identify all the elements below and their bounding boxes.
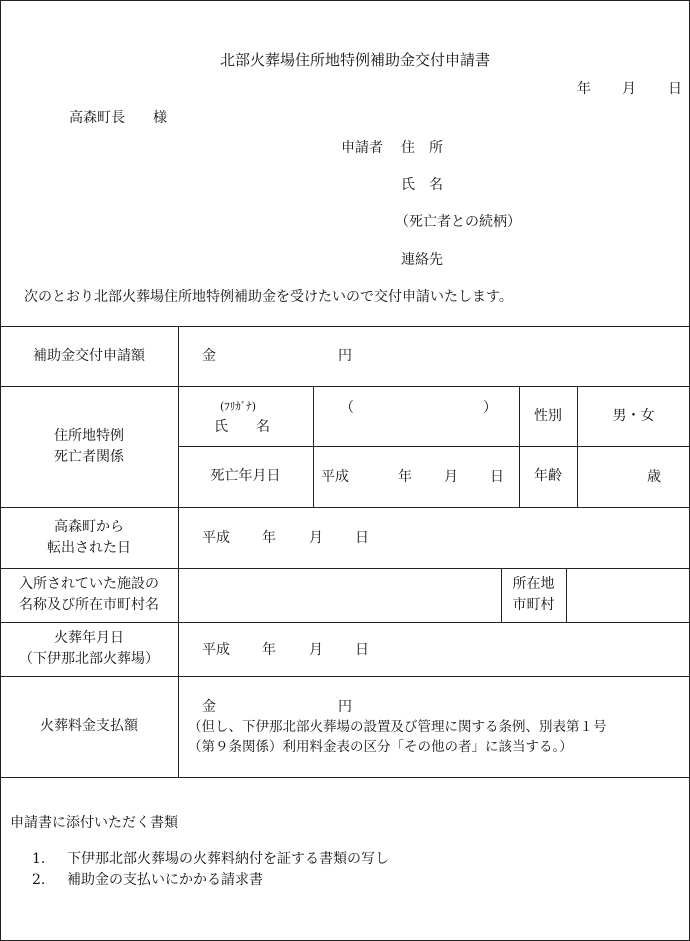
attachment-item: 下伊那北部火葬場の火葬料納付を証する書類の写し [67, 851, 389, 867]
cremation-label [0, 622, 178, 676]
addressee: 高森町長 様 [69, 110, 167, 126]
deceased-label [0, 386, 178, 507]
amount-kin: 金 [202, 348, 216, 364]
fee-kin: 金 [202, 699, 216, 715]
contact-label: 連絡先 [401, 252, 443, 268]
cremation-label-line: （下伊那北部火葬場） [19, 651, 159, 667]
deceased-label-line: 死亡者関係 [54, 448, 124, 465]
attachment-number: 1. [32, 851, 46, 867]
location-label [501, 568, 566, 622]
furigana-label: (ﾌﾘｶﾞﾅ) [220, 400, 257, 413]
attachment-item: 補助金の支払いにかかる請求書 [67, 872, 263, 888]
date-day-label: 日 [668, 81, 682, 97]
amount-yen: 円 [338, 348, 352, 364]
moved-hi: 日 [355, 530, 369, 546]
location-label-line: 所在地 [512, 576, 555, 592]
cremation-hi: 日 [355, 642, 369, 658]
moved-label-line: 高森町から [54, 518, 124, 535]
sex-value: 男・女 [612, 407, 655, 424]
moved-label [0, 507, 178, 568]
death-date-tsuki: 月 [444, 469, 458, 485]
name-label: 氏 名 [401, 177, 443, 193]
facility-label [0, 568, 178, 622]
fee-note-line: （第９条関係）利用料金表の区分「その他の者」に該当する。） [188, 739, 573, 755]
cremation-heisei: 平成 [202, 642, 230, 658]
fee-label: 火葬料金支払額 [40, 718, 138, 734]
cremation-tsuki: 月 [309, 642, 323, 658]
address-label: 住 所 [401, 140, 443, 156]
moved-label-line: 転出された日 [47, 539, 131, 556]
fee-note-line: （但し、下伊那北部火葬場の設置及び管理に関する条例、別表第１号 [188, 719, 607, 735]
facility-label-line: 名称及び所在市町村名 [19, 597, 159, 613]
shimei-label: 氏 名 [214, 419, 270, 435]
table-line [313, 386, 314, 507]
death-date-nen: 年 [398, 469, 412, 485]
table-line [0, 777, 690, 778]
location-label-line: 市町村 [512, 597, 555, 613]
deceased-label-line: 住所地特例 [54, 427, 124, 444]
table-line [178, 326, 179, 777]
moved-tsuki: 月 [309, 530, 323, 546]
relation-label: （死亡者との続柄） [395, 214, 521, 230]
age-unit: 歳 [647, 469, 661, 485]
fee-yen: 円 [338, 699, 352, 715]
death-date-hi: 日 [490, 469, 504, 485]
cremation-label-line: 火葬年月日 [54, 630, 124, 646]
table-line [566, 568, 567, 622]
facility-label-line: 入所されていた施設の [19, 576, 159, 592]
attachments-heading: 申請書に添付いただく書類 [10, 815, 178, 831]
date-month-label: 月 [622, 81, 636, 97]
statement-text: 次のとおり北部火葬場住所地特例補助金を受けたいので交付申請いたします。 [24, 289, 513, 305]
attachment-number: 2. [32, 872, 46, 888]
death-date-heisei: 平成 [321, 469, 349, 485]
sex-label: 性別 [534, 407, 562, 424]
amount-label: 補助金交付申請額 [33, 347, 145, 364]
cremation-nen: 年 [262, 642, 276, 658]
applicant-label: 申請者 [341, 140, 383, 156]
age-label: 年齢 [534, 468, 562, 484]
date-year-label: 年 [577, 81, 591, 97]
moved-heisei: 平成 [202, 530, 230, 546]
form-title: 北部火葬場住所地特例補助金交付申請書 [220, 51, 491, 69]
moved-nen: 年 [262, 530, 276, 546]
death-date-label: 死亡年月日 [210, 468, 281, 484]
furigana-paren-close: ） [483, 400, 497, 416]
furigana-paren-open: （ [340, 400, 354, 416]
